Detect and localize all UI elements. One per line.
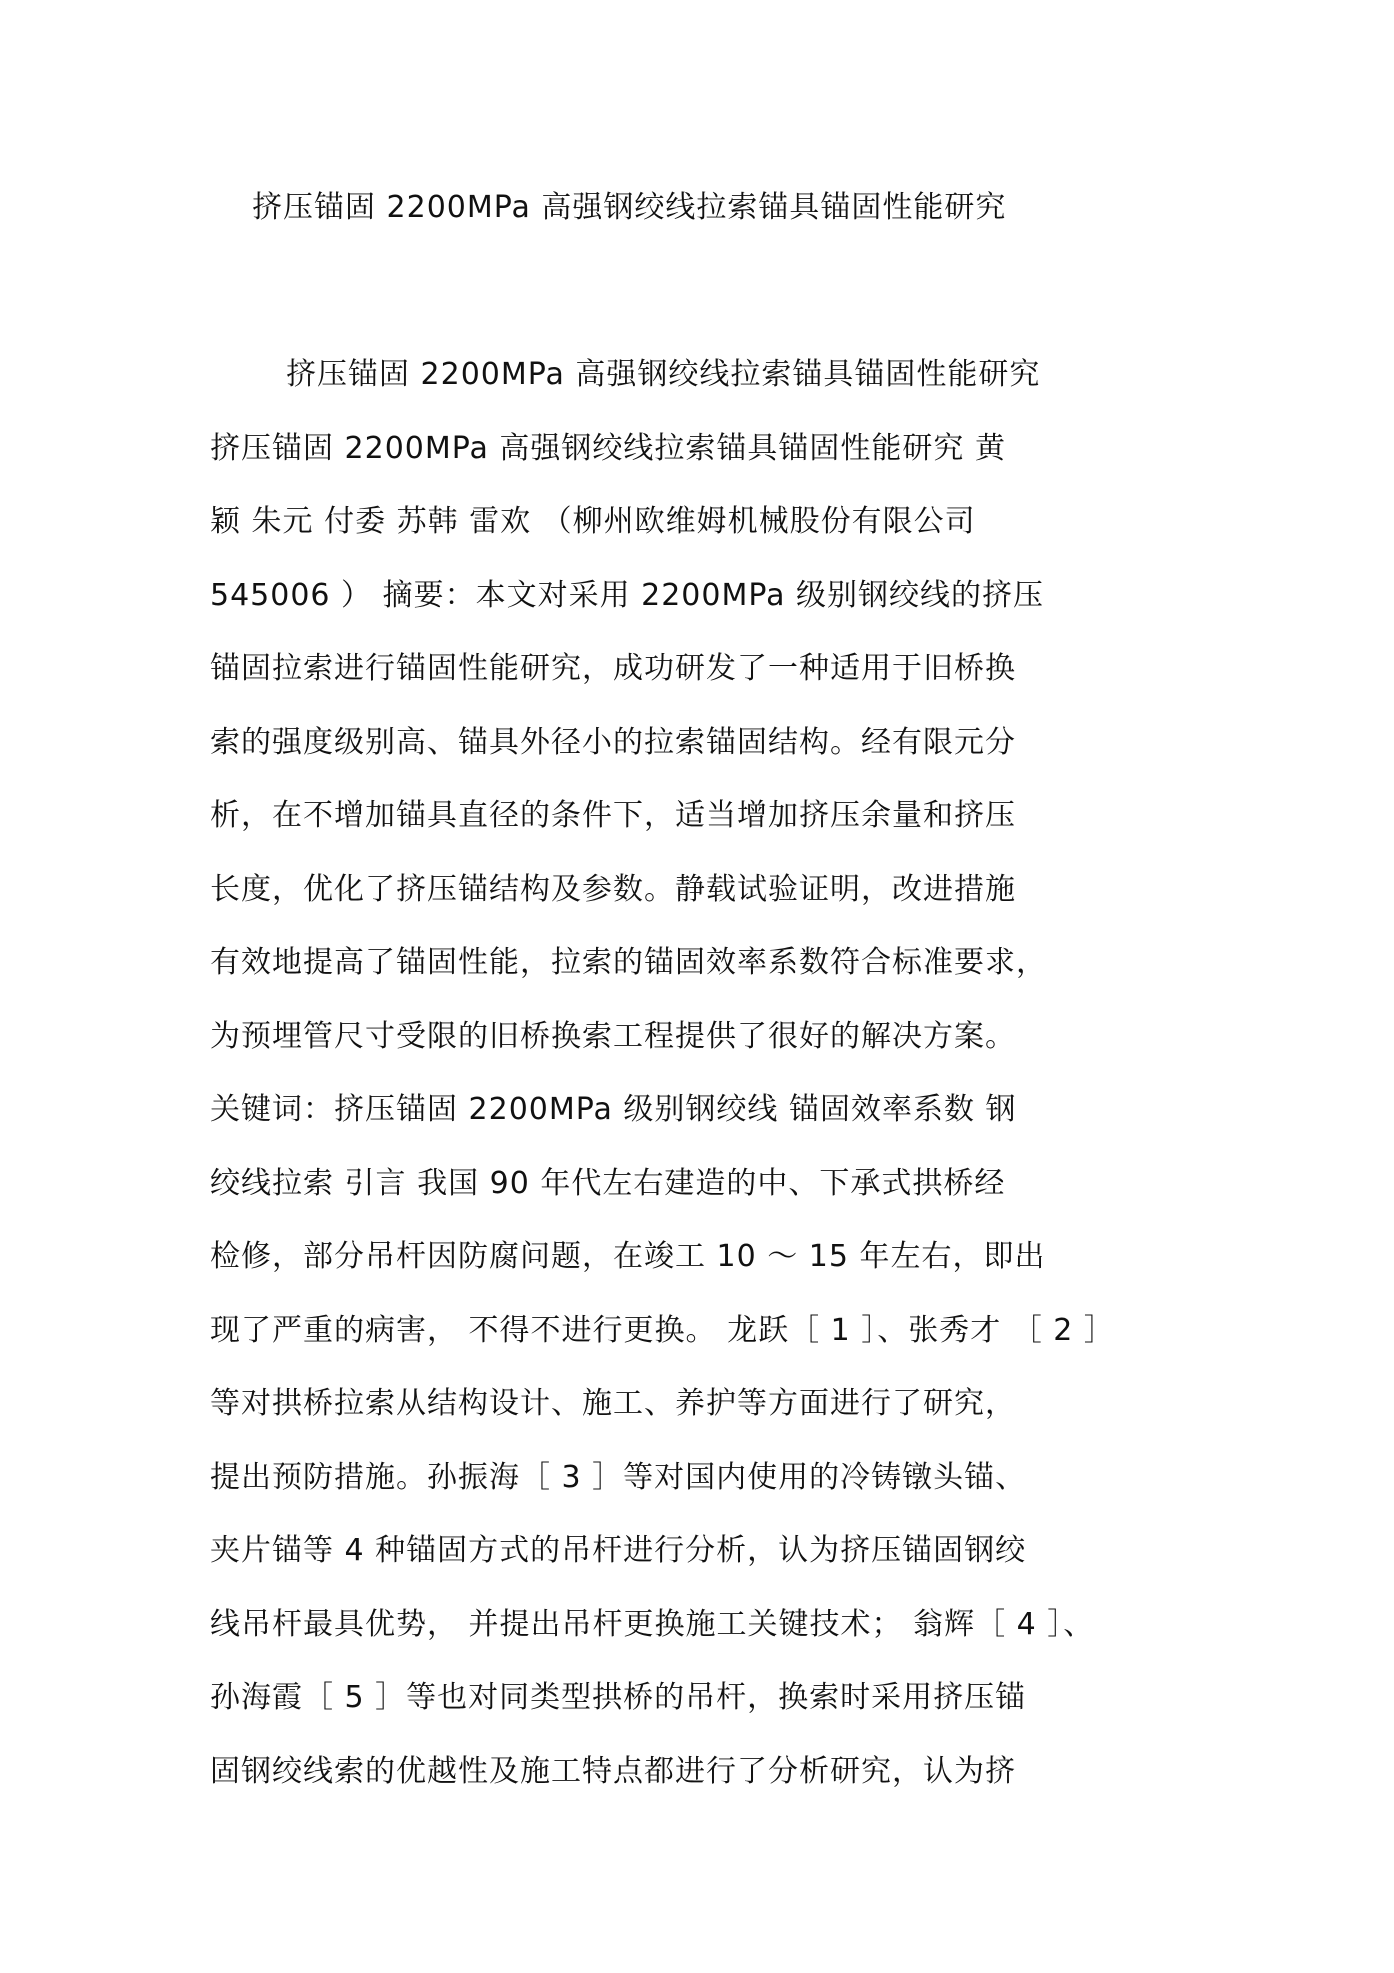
body-line: 孙海霞［ 5 ］等也对同类型拱桥的吊杆，换索时采用挤压锚 bbox=[210, 1680, 1027, 1715]
body-line: 现了严重的病害， 不得不进行更换。 龙跃［ 1 ］、张秀才 ［ 2 ］ bbox=[210, 1312, 1115, 1348]
body-line: 锚固拉索进行锚固性能研究，成功研发了一种适用于旧桥换 bbox=[210, 651, 1016, 686]
body-line: 绞线拉索 引言 我国 90 年代左右建造的中、下承式拱桥经 bbox=[210, 1165, 1006, 1201]
body-line: 等对拱桥拉索从结构设计、施工、养护等方面进行了研究， bbox=[210, 1386, 1016, 1421]
body-line: 挤压锚固 2200MPa 高强钢绞线拉索锚具锚固性能研究 bbox=[286, 357, 1041, 392]
body-line: 提出预防措施。孙振海［ 3 ］等对国内使用的冷铸镦头锚、 bbox=[210, 1459, 1027, 1495]
body-line: 有效地提高了锚固性能，拉索的锚固效率系数符合标准要求， bbox=[210, 945, 1047, 980]
document-title: 挤压锚固 2200MPa 高强钢绞线拉索锚具锚固性能研究 bbox=[252, 190, 1007, 225]
body-line: 545006 ） 摘要：本文对采用 2200MPa 级别钢绞线的挤压 bbox=[210, 577, 1045, 613]
body-line: 关键词：挤压锚固 2200MPa 级别钢绞线 锚固效率系数 钢 bbox=[210, 1092, 1017, 1127]
body-line: 固钢绞线索的优越性及施工特点都进行了分析研究，认为挤 bbox=[210, 1753, 1016, 1789]
body-line: 夹片锚等 4 种锚固方式的吊杆进行分析，认为挤压锚固钢绞 bbox=[210, 1533, 1027, 1568]
body-line: 析，在不增加锚具直径的条件下，适当增加挤压余量和挤压 bbox=[210, 798, 1016, 833]
body-line: 挤压锚固 2200MPa 高强钢绞线拉索锚具锚固性能研究 黄 bbox=[210, 430, 1006, 466]
body-line: 线吊杆最具优势， 并提出吊杆更换施工关键技术； 翁辉［ 4 ］、 bbox=[210, 1606, 1095, 1642]
body-line: 索的强度级别高、锚具外径小的拉索锚固结构。经有限元分 bbox=[210, 724, 1016, 760]
body-line: 颖 朱元 付委 苏韩 雷欢 （柳州欧维姆机械股份有限公司 bbox=[210, 504, 976, 539]
body-line: 为预埋管尺寸受限的旧桥换索工程提供了很好的解决方案。 bbox=[210, 1018, 1016, 1054]
document-body bbox=[210, 338, 1200, 1808]
body-line: 长度，优化了挤压锚结构及参数。静载试验证明，改进措施 bbox=[210, 871, 1016, 907]
body-line: 检修，部分吊杆因防腐问题，在竣工 10 ～ 15 年左右，即出 bbox=[210, 1239, 1046, 1274]
